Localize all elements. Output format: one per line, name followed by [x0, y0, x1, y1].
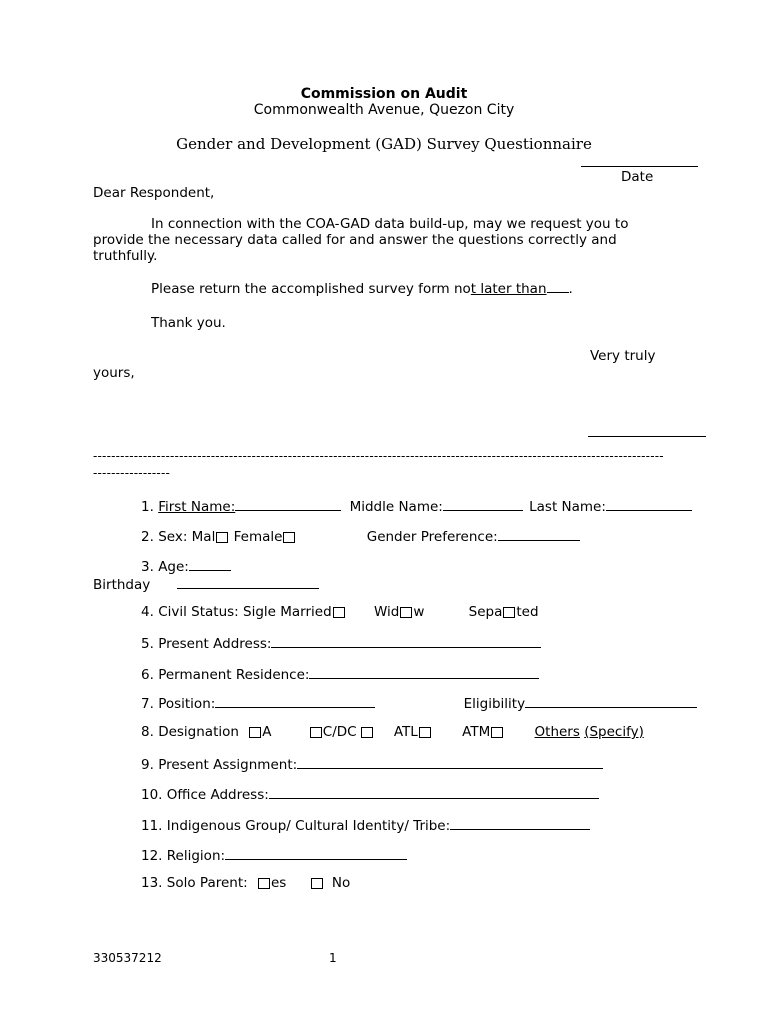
age-field[interactable]	[189, 556, 231, 571]
q3-age-label: Age:	[158, 559, 189, 575]
q8-designation-row	[141, 724, 644, 740]
q3-number: 3.	[141, 559, 154, 575]
eligibility-field[interactable]	[525, 693, 697, 708]
document-id: 330537212	[93, 951, 162, 965]
first-name-field[interactable]	[235, 496, 341, 511]
return-deadline[interactable]: t later than	[470, 281, 547, 297]
q2-sex-row	[141, 526, 580, 545]
q4-label: Civil Status: Si	[158, 604, 256, 620]
q10-office-row	[141, 784, 599, 803]
q2-female-label: Female	[233, 529, 283, 545]
date-line[interactable]	[581, 166, 698, 167]
solo-parent-yes-checkbox[interactable]	[258, 878, 270, 889]
q1-last-label: Last Name:	[529, 499, 606, 515]
q12-number: 12.	[141, 848, 163, 864]
q8-label: Designation	[158, 724, 239, 740]
designation-cdc-checkbox[interactable]	[310, 727, 322, 738]
office-address-field[interactable]	[269, 784, 599, 799]
present-address-field[interactable]	[271, 633, 541, 648]
present-assignment-field[interactable]	[297, 754, 603, 769]
date-label: Date	[621, 169, 654, 185]
q10-label: Office Address:	[166, 787, 269, 803]
q4-married-label: gle Married	[255, 604, 332, 620]
q11-label: Indigenous Group/ Cultural Identity/ Tribe:	[166, 818, 451, 834]
q13-yes-label: es	[270, 875, 287, 891]
q6-label: Permanent Residence:	[158, 667, 310, 683]
q9-number: 9.	[141, 757, 154, 773]
q8-specify-label: (Specify)	[584, 724, 644, 740]
q2-sex-label: Sex: Mal	[158, 529, 216, 545]
q11-tribe-row	[141, 815, 590, 834]
q8-others-label[interactable]: Others	[534, 724, 580, 740]
religion-field[interactable]	[225, 845, 407, 860]
permanent-residence-field[interactable]	[309, 664, 539, 679]
q9-assignment-row	[141, 754, 603, 773]
q1-first-label: First Name:	[158, 499, 236, 515]
q4-separated-label: Sepa	[468, 604, 503, 620]
page-number: 1	[329, 951, 337, 965]
q9-label: Present Assignment:	[158, 757, 298, 773]
return-paragraph	[151, 280, 573, 297]
return-suffix: .	[568, 281, 573, 297]
q6-residence-row	[141, 664, 539, 683]
signature-line	[588, 436, 706, 437]
q8-opt1-label: A	[262, 724, 272, 740]
closing-line-2: yours,	[93, 365, 135, 381]
q12-religion-row	[141, 845, 407, 864]
q5-number: 5.	[141, 636, 154, 652]
separator-line-1: ------------------------------------------------------------------------------------------------------------------------------	[93, 449, 664, 463]
q13-number: 13.	[141, 875, 163, 891]
org-name: Commission on Audit	[300, 86, 468, 102]
return-text: Please return the accomplished survey form no	[151, 281, 471, 297]
position-field[interactable]	[215, 693, 375, 708]
q1-number: 1.	[141, 499, 154, 515]
q2-number: 2.	[141, 529, 154, 545]
q6-number: 6.	[141, 667, 154, 683]
q4-widow-label: Wid	[373, 604, 400, 620]
q4-number: 4.	[141, 604, 154, 620]
q7-label: Position:	[158, 696, 216, 712]
q8-opt4-label: ATM	[462, 724, 491, 740]
designation-a-checkbox[interactable]	[249, 727, 261, 738]
q7-position-row	[141, 693, 697, 712]
salutation: Dear Respondent,	[93, 185, 215, 201]
q4-widow-label-end: w	[413, 604, 425, 620]
separated-checkbox[interactable]	[503, 607, 515, 618]
gender-pref-field[interactable]	[498, 526, 580, 541]
q13-label: Solo Parent:	[166, 875, 248, 891]
widow-checkbox[interactable]	[400, 607, 412, 618]
q7-number: 7.	[141, 696, 154, 712]
birthday-field[interactable]	[177, 574, 319, 589]
female-checkbox[interactable]	[283, 532, 295, 543]
last-name-field[interactable]	[606, 496, 692, 511]
deadline-blank[interactable]	[547, 280, 569, 293]
male-checkbox[interactable]	[216, 532, 228, 543]
q13-solo-parent-row	[141, 875, 350, 891]
q12-label: Religion:	[166, 848, 226, 864]
q1-middle-label: Middle Name:	[349, 499, 443, 515]
q8-opt3-label: ATL	[393, 724, 418, 740]
q11-number: 11.	[141, 818, 163, 834]
q2-pref-label: Gender Preference:	[366, 529, 498, 545]
q5-label: Present Address:	[158, 636, 272, 652]
tribe-field[interactable]	[450, 815, 590, 830]
solo-parent-no-checkbox[interactable]	[311, 878, 323, 889]
q3-age-row	[141, 556, 231, 575]
birthday-label: Birthday	[93, 577, 151, 593]
married-checkbox[interactable]	[333, 607, 345, 618]
q8-number: 8.	[141, 724, 154, 740]
org-address: Commonwealth Avenue, Quezon City	[253, 102, 515, 118]
atm-checkbox[interactable]	[491, 727, 503, 738]
intro-paragraph: In connection with the COA-GAD data build-up, may we request you to provide the necessary data called for and answer the questions correctly and truthfully.	[93, 216, 629, 264]
q4-separated-label-end: ted	[516, 604, 539, 620]
q10-number: 10.	[141, 787, 163, 803]
q13-no-label: No	[331, 875, 351, 891]
q7-eligibility-label: Eligibility	[463, 696, 526, 712]
birthday-row	[93, 574, 319, 593]
q4-civil-row	[141, 604, 539, 620]
atl-checkbox[interactable]	[419, 727, 431, 738]
closing-line-1: Very truly	[590, 348, 656, 364]
q1-name-row	[141, 496, 692, 515]
middle-name-field[interactable]	[443, 496, 523, 511]
thank-you: Thank you.	[151, 315, 226, 331]
survey-title: Gender and Development (GAD) Survey Questionnaire	[176, 135, 592, 153]
q8-opt2-label: C/DC	[322, 724, 357, 740]
separator-line-2: -----------------	[93, 466, 171, 480]
designation-cdc-box2[interactable]	[361, 727, 373, 738]
q5-address-row	[141, 633, 541, 652]
